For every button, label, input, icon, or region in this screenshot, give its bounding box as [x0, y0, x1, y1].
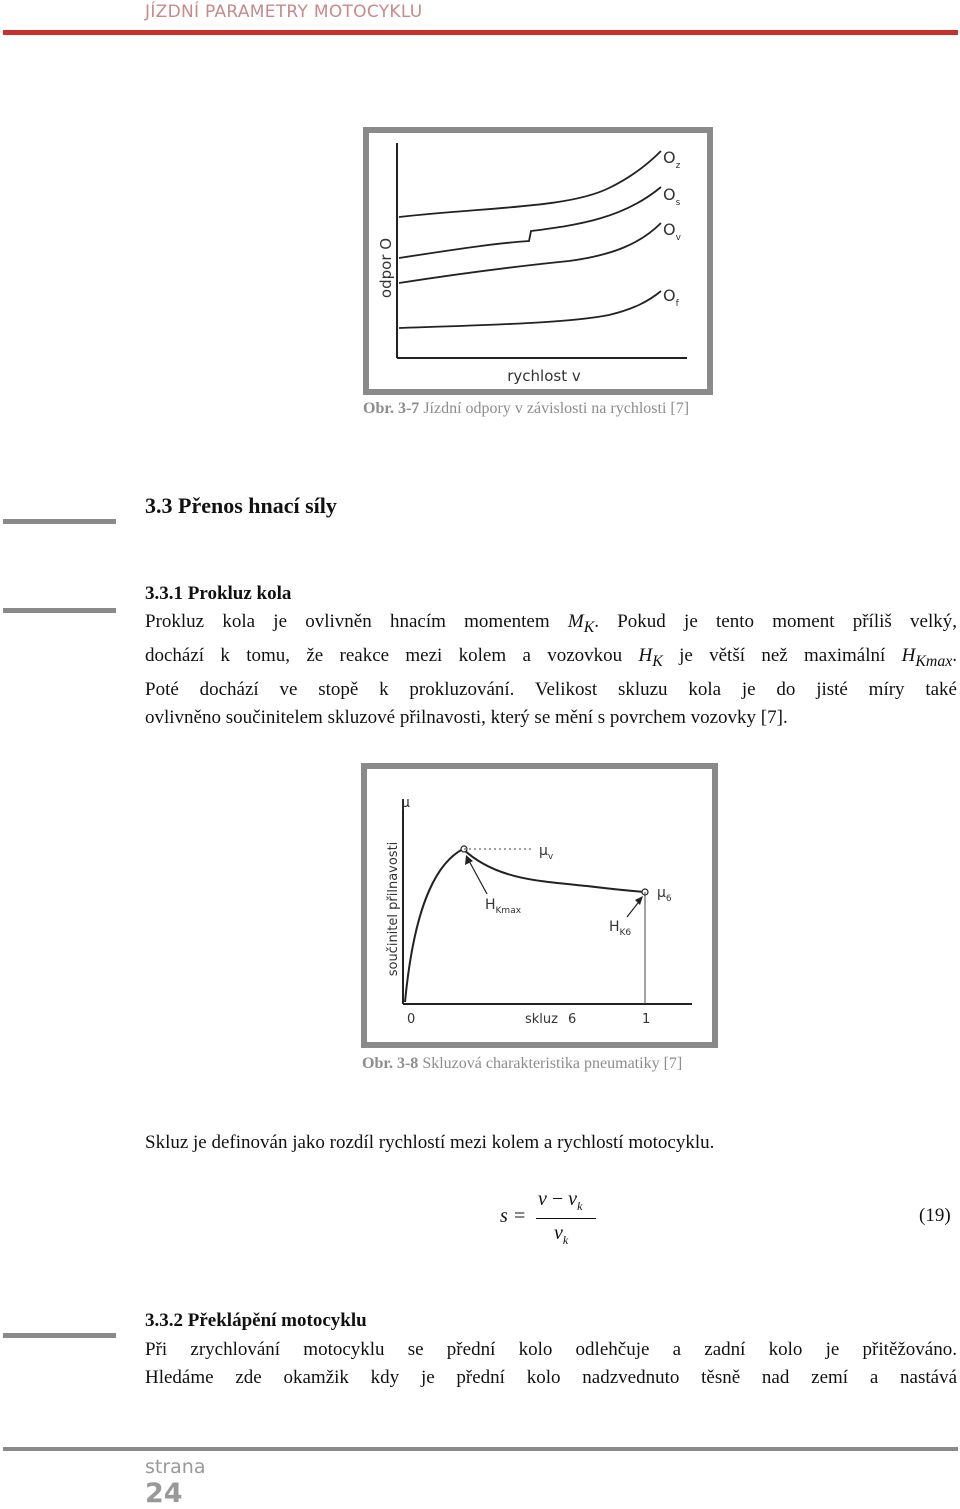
curve-oz	[399, 151, 661, 217]
subsection-1-paragraph	[145, 608, 957, 732]
para-line-1: Prokluz kola je ovlivněn hnacím momentem $M_K$. Pokud je tento moment příliš velký,	[145, 611, 957, 636]
margin-bar-3	[3, 1333, 116, 1338]
figure-2-sketch	[367, 769, 712, 1042]
page-number: 24	[145, 1478, 183, 1509]
equation-number: (19)	[919, 1205, 951, 1226]
para-line-3: Poté dochází ve stopě k prokluzování. Velikost skluzu kola je do jisté míry také	[145, 678, 957, 700]
figure-1-frame	[363, 127, 713, 395]
slip-definition: Skluz je definován jako rozdíl rychlostí mezi kolem a rychlostí motocyklu.	[145, 1132, 715, 1153]
figure-1-sketch	[369, 133, 707, 389]
para-line-2: dochází k tomu, že reakce mezi kolem a vozovkou $H_K$ je větší než maximální $H_{Kmax}$.	[145, 644, 958, 670]
label-mu-v: $\mu_v$	[539, 843, 554, 862]
label-os: $O_s$	[663, 185, 681, 208]
subsection-2-paragraph	[145, 1336, 957, 1392]
fraction-bar	[536, 1218, 596, 1219]
fig1-ylabel: odpor O	[377, 237, 395, 299]
equation-lhs: s =	[500, 1205, 527, 1227]
curve-os	[399, 187, 661, 258]
label-mu-6: $\mu_6$	[657, 885, 672, 904]
fig2-ysymbol: μ	[401, 795, 410, 811]
fig1-xlabel: rychlost v	[507, 367, 581, 385]
equation-denominator: $v_k$	[554, 1222, 569, 1247]
equation-numerator: $v - v_k$	[538, 1188, 583, 1213]
footer-label: strana	[145, 1456, 206, 1478]
para-line-4: ovlivněno součinitelem skluzové přilnavosti, který se mění s povrchem vozovky [7].	[145, 706, 788, 728]
label-hk6: $H_{K6}$	[609, 919, 632, 938]
tick-zero: 0	[407, 1012, 416, 1027]
tick-one: 1	[642, 1012, 651, 1027]
label-hkmax: $H_{Kmax}$	[485, 897, 522, 916]
subsection-1-heading: 3.3.1 Prokluz kola	[145, 583, 292, 604]
curve-of	[399, 291, 661, 328]
para2-line-1: Při zrychlování motocyklu se přední kolo odlehčuje a zadní kolo je přitěžováno.	[145, 1339, 957, 1360]
footer-rule	[3, 1447, 958, 1451]
figure-2-frame	[361, 763, 718, 1048]
figure-1-caption: Obr. 3-7 Jízdní odpory v závislosti na rychlosti [7]	[363, 400, 690, 417]
fig2-xlabel: skluz 6	[525, 1012, 577, 1027]
section-heading: 3.3 Přenos hnací síly	[145, 493, 337, 518]
figure-2-caption: Obr. 3-8 Skluzová charakteristika pneumatiky [7]	[362, 1055, 683, 1072]
running-header: JÍZDNÍ PARAMETRY MOTOCYKLU	[145, 2, 423, 22]
label-oz: $O_z$	[663, 148, 681, 171]
margin-bar-2	[3, 608, 116, 613]
label-ov: $O_v$	[663, 220, 681, 243]
fig2-ylabel: součinitel přilnavosti	[386, 841, 401, 977]
equation-19	[500, 1188, 600, 1254]
label-of: $O_f$	[663, 286, 679, 309]
margin-bar-1	[3, 519, 116, 524]
subsection-2-heading: 3.3.2 Překlápění motocyklu	[145, 1310, 367, 1331]
header-rule	[3, 30, 958, 35]
para2-line-2: Hledáme zde okamžik kdy je přední kolo nadzvednuto těsně nad zemí a nastává	[145, 1367, 957, 1388]
